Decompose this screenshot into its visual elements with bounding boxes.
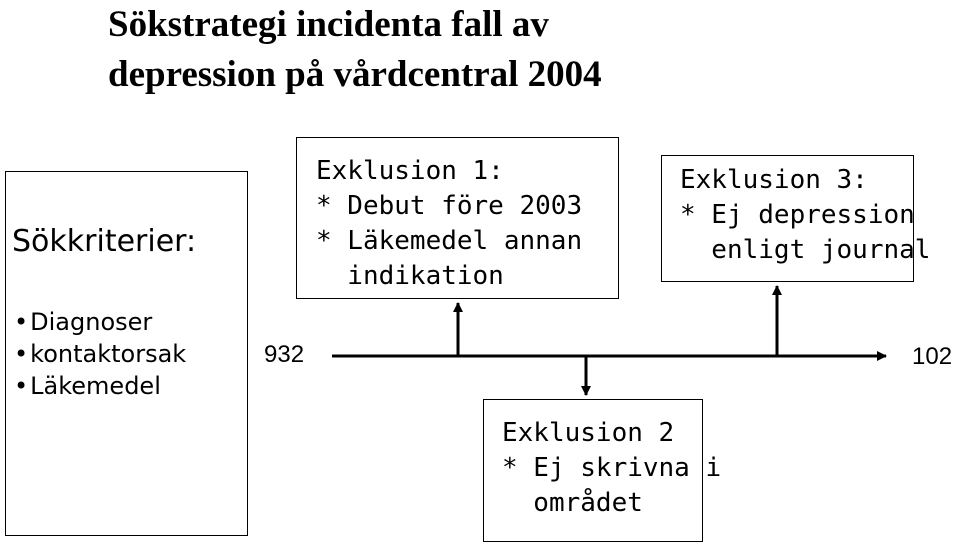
exclusion-2-line-not-registered: * Ej skrivna i: [502, 453, 722, 483]
criteria-item-diagnoses: • Diagnoser: [14, 306, 186, 338]
exclusion-1-line-onset: * Debut före 2003: [316, 191, 583, 221]
criteria-item-contact-reason: • kontaktorsak: [14, 338, 186, 370]
exclusion-3-line-journal: enligt journal: [680, 235, 931, 265]
exclusion-2-heading: Exklusion 2: [502, 418, 675, 448]
exclusion-1-heading: Exklusion 1:: [316, 156, 504, 186]
exclusion-3-line-no-depression: * Ej depression: [680, 200, 915, 230]
exclusion-1-line-medication: * Läkemedel annan: [316, 226, 583, 256]
exclusion-2-line-area: området: [502, 488, 643, 518]
exclusion-1-line-indication: indikation: [316, 261, 504, 291]
criteria-item-medication: • Läkemedel: [14, 370, 186, 402]
start-count: 932: [264, 341, 305, 368]
end-count: 102: [912, 343, 953, 370]
search-criteria-heading: Sökkriterier:: [12, 224, 197, 259]
title-line-2: depression på vårdcentral 2004: [108, 54, 602, 95]
title-line-1: Sökstrategi incidenta fall av: [108, 4, 549, 45]
exclusion-3-heading: Exklusion 3:: [680, 165, 868, 195]
